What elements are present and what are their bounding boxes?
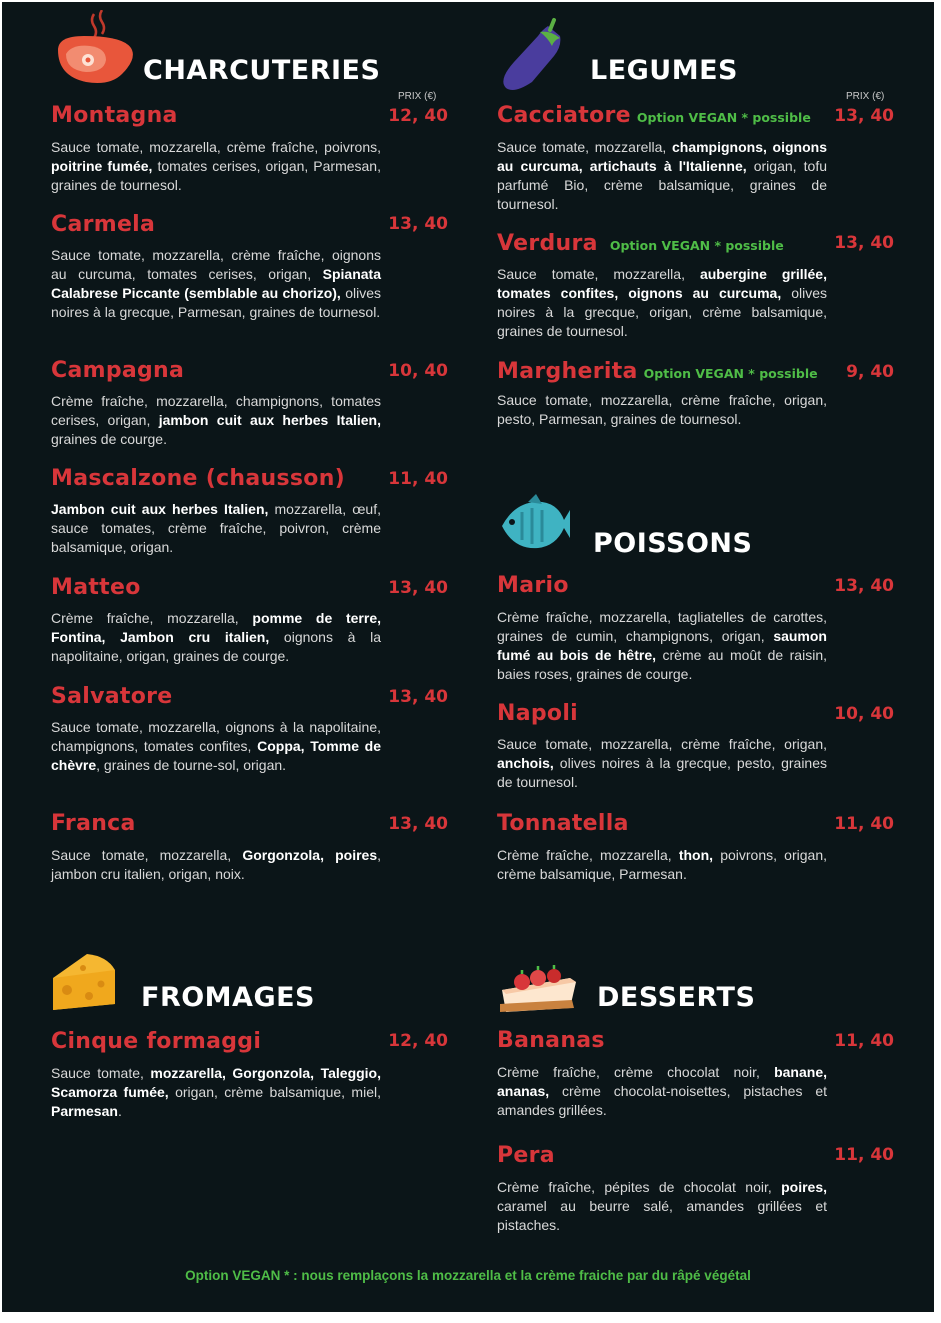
prix-label-right: PRIX (€) bbox=[846, 91, 885, 102]
ingredient-text: Crème fraîche, mozzarella, champignons, tomates cerises, origan, bbox=[51, 393, 381, 428]
item-price-franca: 13, 40 bbox=[388, 814, 448, 834]
desserts-title: DESSERTS bbox=[597, 982, 756, 1013]
ingredient-text: Crème fraîche, mozzarella, bbox=[51, 610, 253, 626]
item-price-tonnatella: 11, 40 bbox=[834, 814, 894, 834]
ingredient-text: Sauce tomate, bbox=[51, 1065, 151, 1081]
ingredient-text: Sauce tomate, mozzarella, bbox=[497, 139, 672, 155]
item-price-mario: 13, 40 bbox=[834, 576, 894, 596]
item-desc-bananas bbox=[497, 1063, 827, 1120]
ingredient-text: Sauce tomate, mozzarella, crème fraîche, oignons au curcuma, tomates cerises, origan, bbox=[51, 247, 381, 282]
menu-page bbox=[2, 2, 934, 1312]
item-desc-salvatore bbox=[51, 718, 381, 775]
ingredient-text: mozzarella, œuf, sauce tomates, crème fraîche, poivron, crème balsamique, origan. bbox=[51, 501, 381, 555]
ingredient-highlight: Gorgonzola, poires bbox=[242, 847, 378, 863]
item-desc-verdura bbox=[497, 265, 827, 341]
ingredient-text: Crème fraîche, mozzarella, bbox=[497, 847, 679, 863]
item-price-mascalzone: 11, 40 bbox=[388, 469, 448, 489]
ingredient-text: crème chocolat-noisettes, pistaches et amandes grillées. bbox=[497, 1083, 827, 1118]
ingredient-highlight: mozzarella, Gorgonzola, Taleggio, Scamorza fumée, bbox=[51, 1065, 381, 1100]
item-name-cacciatore-text: Cacciatore bbox=[497, 103, 631, 128]
item-price-montagna: 12, 40 bbox=[388, 106, 448, 126]
cake-icon bbox=[496, 952, 580, 1016]
ingredient-text: oignons à la napolitaine, origan, graines de courge. bbox=[51, 629, 381, 664]
ingredient-text: Sauce tomate, mozzarella, oignons à la napolitaine, champignons, tomates confites, bbox=[51, 719, 381, 754]
vegan-option-verdura: Option VEGAN * possible bbox=[609, 238, 784, 253]
ingredient-text: . bbox=[117, 1103, 122, 1119]
item-desc-carmela bbox=[51, 246, 381, 322]
item-price-verdura: 13, 40 bbox=[834, 233, 894, 253]
fromages-title: FROMAGES bbox=[141, 982, 316, 1013]
ingredient-text: tomates cerises, origan, Parmesan, graines de tournesol. bbox=[51, 158, 381, 193]
item-desc-campagna bbox=[51, 392, 381, 449]
cheese-icon bbox=[49, 948, 119, 1014]
item-name-pera: Pera bbox=[497, 1143, 555, 1168]
item-name-matteo: Matteo bbox=[51, 575, 141, 600]
item-price-salvatore: 13, 40 bbox=[388, 687, 448, 707]
prix-label-left: PRIX (€) bbox=[398, 91, 437, 102]
ingredient-highlight: anchois, bbox=[497, 755, 554, 771]
ingredient-text: caramel au beurre salé, amandes grillées et pistaches. bbox=[497, 1198, 827, 1233]
item-desc-mascalzone bbox=[51, 500, 381, 557]
item-price-carmela: 13, 40 bbox=[388, 214, 448, 234]
ham-icon bbox=[52, 10, 136, 90]
ingredient-text: Sauce tomate, mozzarella, bbox=[51, 847, 243, 863]
item-name-cacciatore bbox=[497, 103, 811, 128]
item-name-napoli: Napoli bbox=[497, 701, 579, 726]
ingredient-text: , jambon cru italien, origan, noix. bbox=[51, 847, 381, 882]
ingredient-text: , graines de tourne-sol, origan. bbox=[96, 757, 287, 773]
ingredient-highlight: Coppa, Tomme de chèvre bbox=[51, 738, 381, 773]
ingredient-text: crème au moût de raisin, baies roses, graines de courge. bbox=[497, 647, 827, 682]
item-name-campagna: Campagna bbox=[51, 358, 185, 383]
ingredient-text: Sauce tomate, mozzarella, crème fraîche, poivrons, bbox=[51, 139, 381, 155]
item-desc-cinque-formaggi bbox=[51, 1064, 381, 1121]
vegan-option-cacciatore: Option VEGAN * possible bbox=[636, 110, 811, 125]
item-name-margherita bbox=[497, 359, 818, 384]
ingredient-highlight: pomme de terre, Fontina, Jambon cru italien, bbox=[51, 610, 381, 645]
item-name-cinque-formaggi: Cinque formaggi bbox=[51, 1029, 262, 1054]
ingredient-text: Sauce tomate, mozzarella, bbox=[497, 266, 700, 282]
item-desc-franca bbox=[51, 846, 381, 884]
ingredient-highlight: banane, ananas, bbox=[497, 1064, 827, 1099]
item-price-cacciatore: 13, 40 bbox=[834, 106, 894, 126]
item-name-tonnatella: Tonnatella bbox=[497, 811, 629, 836]
ingredient-text: olives noires à la grecque, origan, crème balsamique, graines de tournesol. bbox=[497, 285, 827, 339]
ingredient-highlight: Jambon cuit aux herbes Italien, bbox=[51, 501, 269, 517]
ingredient-highlight: champignons, oignons au curcuma, artichauts à l'Italienne, bbox=[497, 139, 827, 174]
item-desc-cacciatore bbox=[497, 138, 827, 214]
item-desc-matteo bbox=[51, 609, 381, 666]
ingredient-text: Sauce tomate, mozzarella, crème fraîche, origan, bbox=[497, 736, 827, 752]
item-desc-montagna bbox=[51, 138, 381, 195]
item-desc-pera bbox=[497, 1178, 827, 1235]
item-price-bananas: 11, 40 bbox=[834, 1031, 894, 1051]
item-name-verdura-text: Verdura bbox=[497, 231, 598, 256]
eggplant-icon bbox=[496, 16, 568, 92]
charcuteries-title: CHARCUTERIES bbox=[143, 55, 381, 86]
ingredient-text: Crème fraîche, crème chocolat noir, bbox=[497, 1064, 775, 1080]
item-price-margherita: 9, 40 bbox=[846, 362, 894, 382]
ingredient-text: olives noires à la grecque, Parmesan, graines de tournesol. bbox=[51, 285, 381, 320]
ingredient-text: origan, crème balsamique, miel, bbox=[168, 1084, 381, 1100]
item-price-campagna: 10, 40 bbox=[388, 361, 448, 381]
ingredient-highlight: thon, bbox=[678, 847, 714, 863]
fish-icon bbox=[498, 492, 570, 558]
ingredient-text: Crème fraîche, pépites de chocolat noir, bbox=[497, 1179, 782, 1195]
item-name-mascalzone: Mascalzone (chausson) bbox=[51, 466, 346, 491]
ingredient-text: origan, tofu parfumé Bio, crème balsamique, graines de tournesol. bbox=[497, 158, 827, 212]
ingredient-text: poivrons, origan, crème balsamique, Parmesan. bbox=[497, 847, 827, 882]
ingredient-highlight: poitrine fumée, bbox=[51, 158, 153, 174]
ingredient-highlight: poires, bbox=[781, 1179, 827, 1195]
item-name-margherita-text: Margherita bbox=[497, 359, 638, 384]
item-price-napoli: 10, 40 bbox=[834, 704, 894, 724]
ingredient-highlight: Parmesan bbox=[51, 1103, 118, 1119]
item-desc-napoli bbox=[497, 735, 827, 792]
item-name-franca: Franca bbox=[51, 811, 136, 836]
ingredient-text: Crème fraîche, mozzarella, tagliatelles de carottes, graines de cumin, champignons, origan, bbox=[497, 609, 827, 644]
ingredient-highlight: saumon fumé au bois de hêtre, bbox=[497, 628, 827, 663]
item-price-cinque-formaggi: 12, 40 bbox=[388, 1031, 448, 1051]
item-desc-margherita bbox=[497, 391, 827, 429]
item-name-carmela: Carmela bbox=[51, 212, 156, 237]
legumes-title: LEGUMES bbox=[590, 55, 738, 86]
item-desc-mario bbox=[497, 608, 827, 684]
ingredient-highlight: aubergine grillée, tomates confites, oignons au curcuma, bbox=[497, 266, 827, 301]
vegan-footnote: Option VEGAN * : nous remplaçons la mozzarella et la crème fraiche par du râpé végétal bbox=[185, 1268, 751, 1283]
item-name-mario: Mario bbox=[497, 573, 569, 598]
item-name-montagna: Montagna bbox=[51, 103, 178, 128]
item-desc-tonnatella bbox=[497, 846, 827, 884]
ingredient-text: Sauce tomate, mozzarella, crème fraîche, origan, pesto, Parmesan, graines de tournesol. bbox=[497, 392, 827, 427]
item-price-pera: 11, 40 bbox=[834, 1145, 894, 1165]
ingredient-highlight: jambon cuit aux herbes Italien, bbox=[158, 412, 382, 428]
poissons-title: POISSONS bbox=[593, 528, 753, 559]
item-name-salvatore: Salvatore bbox=[51, 684, 173, 709]
ingredient-highlight: Spianata Calabrese Piccante (semblable au chorizo), bbox=[51, 266, 381, 301]
vegan-option-margherita: Option VEGAN * possible bbox=[643, 366, 818, 381]
item-price-matteo: 13, 40 bbox=[388, 578, 448, 598]
ingredient-text: olives noires à la grecque, pesto, graines de tournesol. bbox=[497, 755, 827, 790]
item-name-bananas: Bananas bbox=[497, 1028, 605, 1053]
ingredient-text: graines de courge. bbox=[51, 431, 167, 447]
item-name-verdura bbox=[497, 231, 784, 256]
